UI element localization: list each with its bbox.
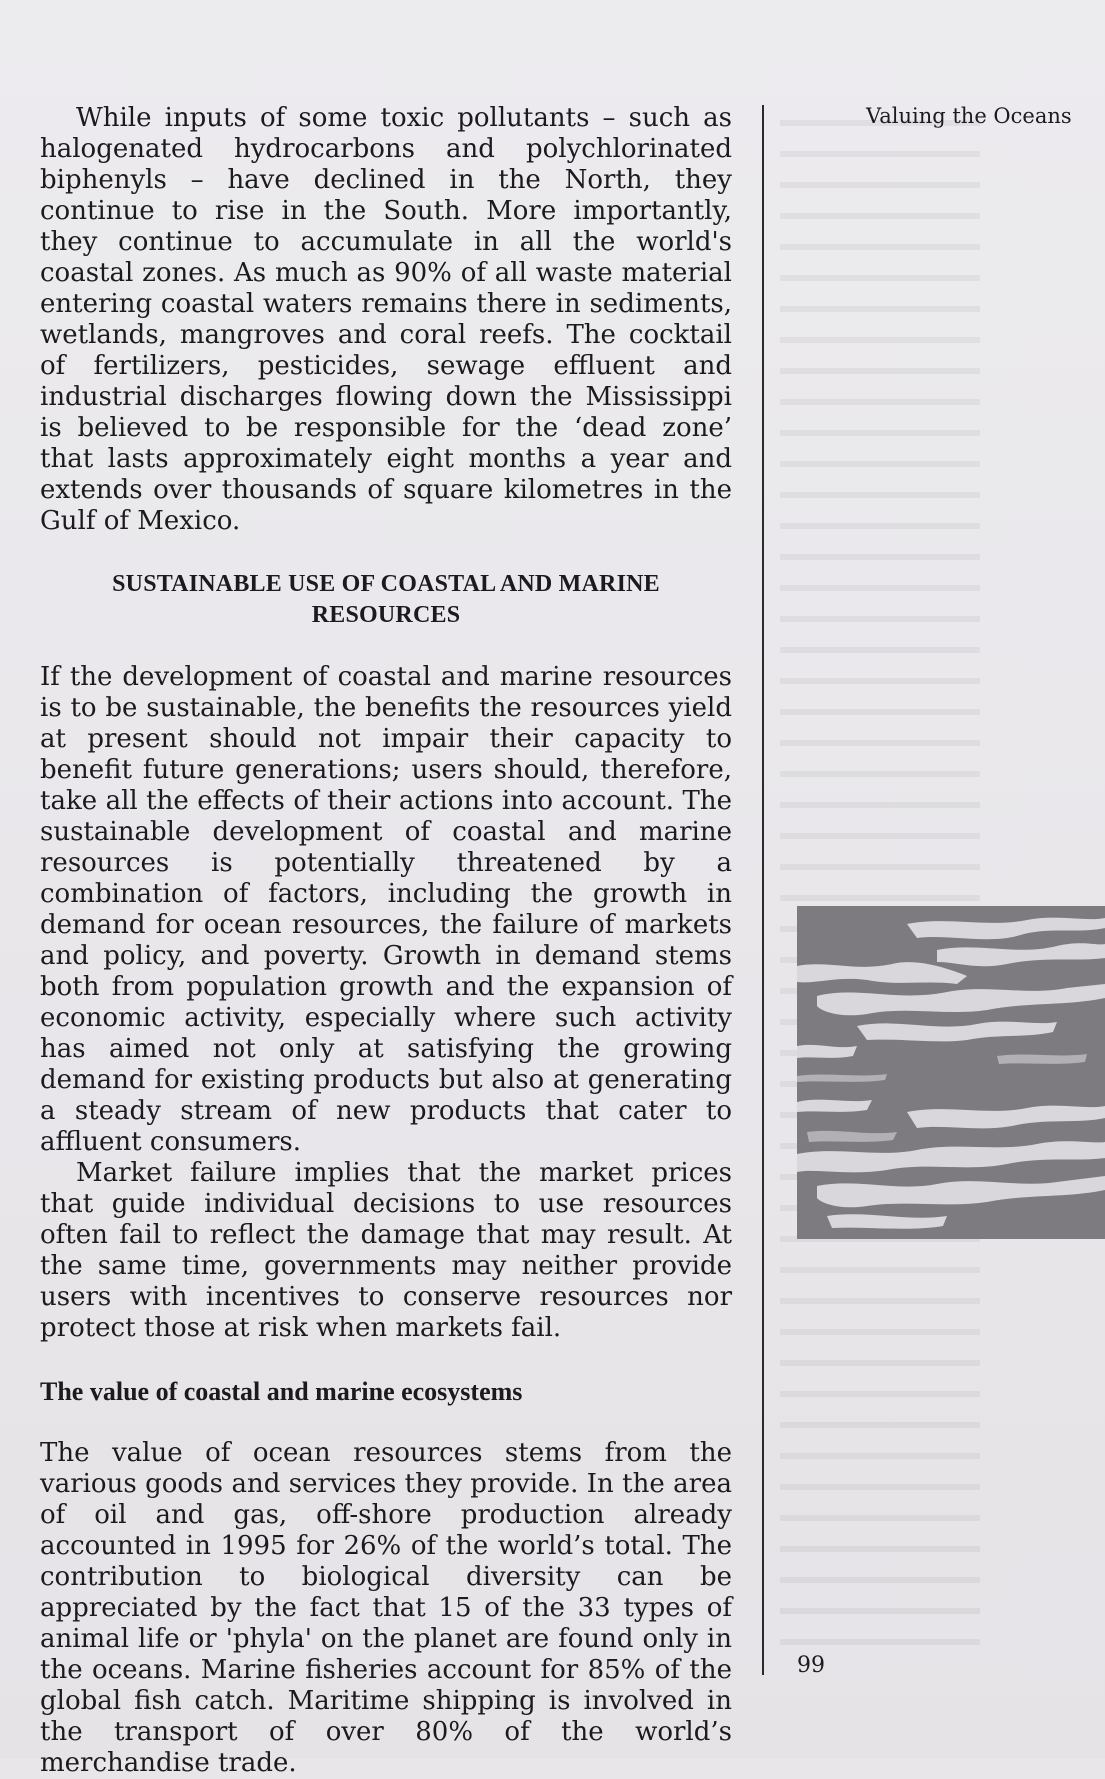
running-head: Valuing the Oceans (866, 104, 1072, 128)
main-column (40, 103, 732, 1779)
column-rule (762, 105, 764, 1675)
paragraph-pollutants: While inputs of some toxic pollutants – such as halogenated hydrocarbons and polychlorinated biphenyls – have declined in the North, they continue to rise in the South. More importantly, they continue to accumulate in all the world's coastal zones. As much as 90% of all waste material entering coastal waters remains there in sediments, wetlands, mangroves and coral reefs. The cocktail of fertilizers, pesticides, sewage effluent and industrial discharges flowing down the Mississippi is believed to be responsible for the ‘dead zone’ that lasts approximately eight months a year and extends over thousands of square kilometres in the Gulf of Mexico. (40, 103, 732, 536)
page-number: 99 (797, 1653, 825, 1678)
paragraph-sustainable-development: If the development of coastal and marine resources is to be sustainable, the benefits the resources yield at present should not impair their capacity to benefit future generations; users should, therefore, take all the effects of their actions into account. The sustainable development of coastal and marine resources is potentially threatened by a combination of factors, including the growth in demand for ocean resources, the failure of markets and policy, and poverty. Growth in demand stems both from population growth and the expansion of economic activity, especially where such activity has aimed not only at satisfying the growing demand for existing products but also at generating a steady stream of new products that cater to affluent consumers. (40, 662, 732, 1157)
section-heading-sustainable-use (40, 569, 732, 631)
paragraph-value-of-resources: The value of ocean resources stems from the various goods and services they provide. In the area of oil and gas, off-shore production already accounted in 1995 for 26% of the world’s total. The contribution to biological diversity can be appreciated by the fact that 15 of the 33 types of animal life or 'phyla' on the planet are found only in the oceans. Marine fisheries account for 85% of the global fish catch. Maritime shipping is involved in the transport of over 80% of the world’s merchandise trade. (40, 1438, 732, 1778)
show-through-texture (780, 120, 980, 1660)
section-heading-line-1: SUSTAINABLE USE OF COASTAL AND MARINE (112, 571, 660, 597)
ocean-waves-photo (797, 906, 1105, 1239)
subheading-value-of-ecosystems: The value of coastal and marine ecosystems (40, 1377, 523, 1406)
section-heading-line-2: RESOURCES (311, 602, 461, 628)
paragraph-market-failure: Market failure implies that the market prices that guide individual decisions to use resources often fail to reflect the damage that may result. At the same time, governments may neither provide users with incentives to conserve resources nor protect those at risk when markets fail. (40, 1158, 732, 1343)
